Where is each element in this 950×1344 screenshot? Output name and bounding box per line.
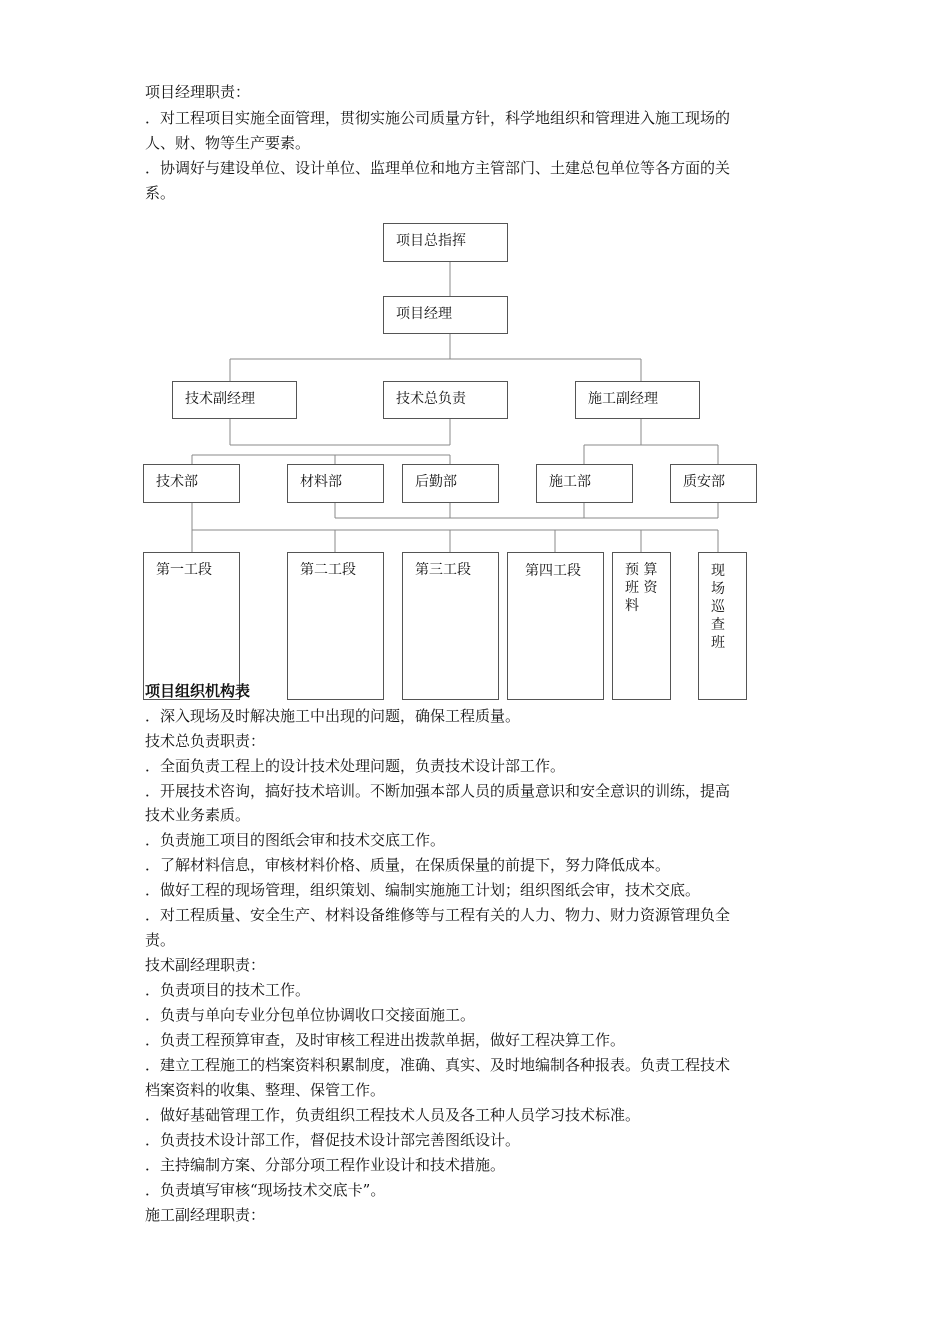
patrol-char: 场 — [711, 581, 725, 597]
patrol-char: 巡 — [711, 599, 725, 615]
org-node-section: 第一工段 — [143, 552, 240, 700]
body-line: ．全面负责工程上的设计技术处理问题，负责技术设计部工作。 — [145, 757, 566, 775]
org-node-patrol — [698, 552, 747, 700]
budget-line: 预 算 — [625, 562, 658, 578]
org-node-department: 质安部 — [670, 464, 757, 503]
org-node-deputy: 技术副经理 — [172, 381, 297, 419]
body-line: 技术业务素质。 — [145, 806, 251, 824]
intro-line: ．对工程项目实施全面管理，贯彻实施公司质量方针，科学地组织和管理进入施工现场的 — [145, 109, 731, 127]
org-node-section: 第三工段 — [402, 552, 499, 700]
body-line: ．开展技术咨询，搞好技术培训。不断加强本部人员的质量意识和安全意识的训练，提高 — [145, 782, 731, 800]
body-line: ．负责填写审核“现场技术交底卡”。 — [145, 1181, 386, 1199]
body-line: 责。 — [145, 931, 176, 949]
patrol-char: 班 — [711, 635, 725, 651]
org-node-section: 第四工段 — [507, 552, 604, 700]
org-node-department: 施工部 — [536, 464, 633, 503]
body-line: ．做好基础管理工作，负责组织工程技术人员及各工种人员学习技术标准。 — [145, 1106, 641, 1124]
org-chart-caption: 项目组织机构表 — [145, 682, 251, 700]
body-line: ．负责项目的技术工作。 — [145, 981, 311, 999]
section-heading: 施工副经理职责： — [145, 1206, 266, 1224]
body-line: ．对工程质量、安全生产、材料设备维修等与工程有关的人力、物力、财力资源管理负全 — [145, 906, 731, 924]
body-line: ．建立工程施工的档案资料积累制度，准确、真实、及时地编制各种报表。负责工程技术 — [145, 1056, 731, 1074]
org-node-department: 材料部 — [287, 464, 384, 503]
org-node-manager: 项目经理 — [383, 296, 508, 334]
intro-line: 人、财、物等生产要素。 — [145, 134, 311, 152]
body-line: ．做好工程的现场管理，组织策划、编制实施施工计划；组织图纸会审，技术交底。 — [145, 881, 701, 899]
budget-line: 班 资 — [625, 580, 658, 596]
body-line: ．负责施工项目的图纸会审和技术交底工作。 — [145, 831, 446, 849]
budget-line: 料 — [625, 598, 639, 614]
org-node-budget — [612, 552, 671, 700]
org-node-section: 第二工段 — [287, 552, 384, 700]
org-node-deputy: 施工副经理 — [575, 381, 700, 419]
patrol-char: 查 — [711, 617, 725, 633]
body-line: ．了解材料信息，审核材料价格、质量，在保质保量的前提下，努力降低成本。 — [145, 856, 671, 874]
body-line: ．负责工程预算审查，及时审核工程进出拨款单据，做好工程决算工作。 — [145, 1031, 626, 1049]
intro-line: 系。 — [145, 184, 176, 202]
body-line: ．深入现场及时解决施工中出现的问题，确保工程质量。 — [145, 707, 521, 725]
org-node-deputy: 技术总负责 — [383, 381, 508, 419]
org-node-top: 项目总指挥 — [383, 223, 508, 262]
body-line: 档案资料的收集、整理、保管工作。 — [145, 1081, 386, 1099]
org-node-department: 后勤部 — [402, 464, 499, 503]
patrol-char: 现 — [711, 563, 725, 579]
intro-line: ．协调好与建设单位、设计单位、监理单位和地方主管部门、土建总包单位等各方面的关 — [145, 159, 731, 177]
body-line: ．负责与单向专业分包单位协调收口交接面施工。 — [145, 1006, 476, 1024]
body-line: ．主持编制方案、分部分项工程作业设计和技术措施。 — [145, 1156, 506, 1174]
org-node-department: 技术部 — [143, 464, 240, 503]
body-line: ．负责技术设计部工作，督促技术设计部完善图纸设计。 — [145, 1131, 521, 1149]
section-heading: 技术总负责职责： — [145, 732, 266, 750]
section-heading: 技术副经理职责： — [145, 956, 266, 974]
intro-heading: 项目经理职责： — [145, 83, 251, 101]
